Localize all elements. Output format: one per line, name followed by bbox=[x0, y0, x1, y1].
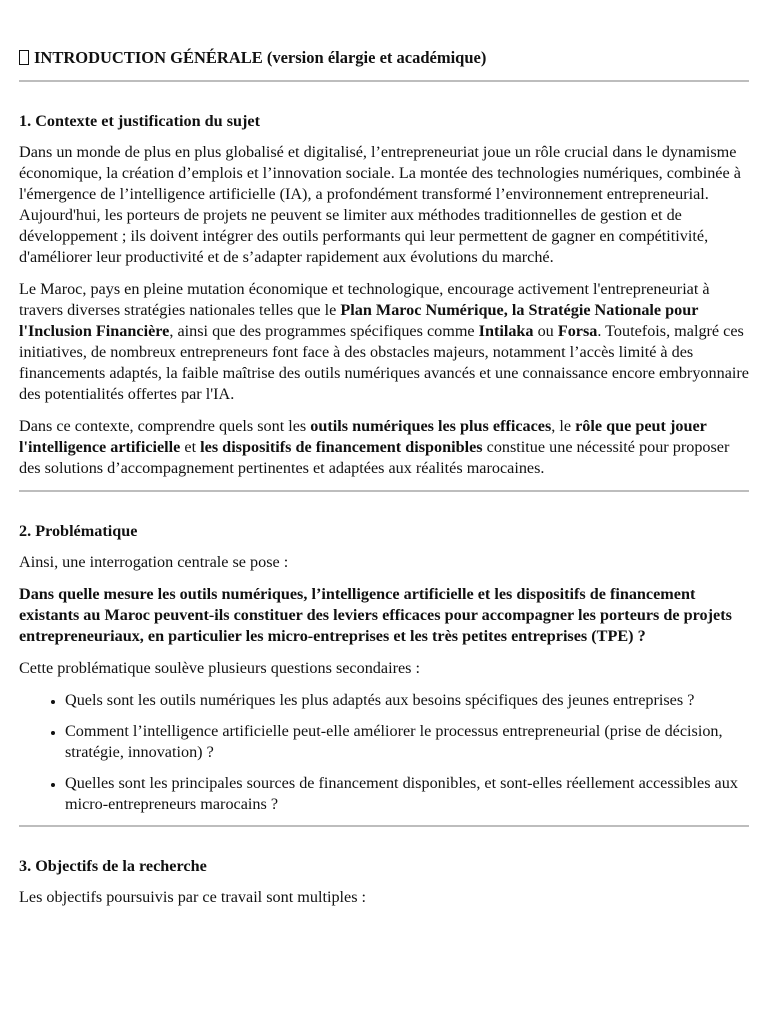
central-question: Dans quelle mesure les outils numériques, l’intelligence artificielle et les dispositifs de financement existants au Maroc peuvent-ils constituer des leviers efficaces pour accompagner les porteurs de projets entrepreneuriaux, en particulier les micro-entreprises et les très petites entreprises (TPE) ? bbox=[19, 585, 732, 645]
section-1-paragraph-3: Dans ce contexte, comprendre quels sont les outils numériques les plus efficaces, le rôle que peut jouer l'intelligence artificielle et les dispositifs de financement disponibles constitue une nécessité pour proposer des solutions d’accompagnement pertinentes et adaptées aux réalités marocaines. bbox=[19, 417, 730, 477]
list-item: • Quels sont les outils numériques les plus adaptés aux besoins spécifiques des jeunes entreprises ? bbox=[65, 690, 749, 711]
divider bbox=[19, 490, 749, 492]
section-3-intro: Les objectifs poursuivis par ce travail sont multiples : bbox=[19, 888, 367, 906]
document-title: INTRODUCTION GÉNÉRALE (version élargie et académique) bbox=[19, 0, 749, 69]
section-3-heading: 3. Objectifs de la recherche bbox=[19, 857, 207, 875]
secondary-questions-list bbox=[19, 690, 749, 815]
divider bbox=[19, 825, 749, 827]
section-2-intro: Ainsi, une interrogation centrale se pose : bbox=[19, 553, 289, 571]
section-1-heading: 1. Contexte et justification du sujet bbox=[19, 112, 260, 130]
section-1-paragraph-1: Dans un monde de plus en plus globalisé et digitalisé, l’entrepreneuriat joue un rôle crucial dans le dynamisme économique, la création d’emplois et l’innovation sociale. La montée des technologies numériques, combinée à l'émergence de l’intelligence artificielle (IA), a profondément transformé l’environnement entrepreneurial. Aujourd'hui, les porteurs de projets ne peuvent se limiter aux méthodes traditionnelles de gestion et de développement ; ils doivent intégrer des outils performants qui leur permettent de gagner en compétitivité, d'améliorer leur productivité et de s’adapter rapidement aux évolutions du marché. bbox=[19, 143, 741, 266]
section-1-paragraph-2: Le Maroc, pays en pleine mutation économique et technologique, encourage activement l'entrepreneuriat à travers diverses stratégies nationales telles que le Plan Maroc Numérique, la Stratégie Nationale pour l'Inclusion Financière, ainsi que des programmes spécifiques comme Intilaka ou Forsa. Toutefois, malgré ces initiatives, de nombreux entrepreneurs font face à des obstacles majeurs, notamment l’accès limité à des financements adaptés, la faible maîtrise des outils numériques avancés et une connaissance encore embryonnaire des potentialités offertes par l'IA. bbox=[19, 280, 749, 403]
section-2-heading: 2. Problématique bbox=[19, 522, 138, 540]
list-item: • Quelles sont les principales sources de financement disponibles, et sont-elles réellement accessibles aux micro-entrepreneurs marocains ? bbox=[65, 773, 749, 815]
secondary-questions-intro: Cette problématique soulève plusieurs questions secondaires : bbox=[19, 659, 420, 677]
missing-glyph-icon bbox=[19, 50, 29, 65]
list-item: • Comment l’intelligence artificielle peut-elle améliorer le processus entrepreneurial (prise de décision, stratégie, innovation) ? bbox=[65, 721, 749, 763]
divider bbox=[19, 80, 749, 82]
